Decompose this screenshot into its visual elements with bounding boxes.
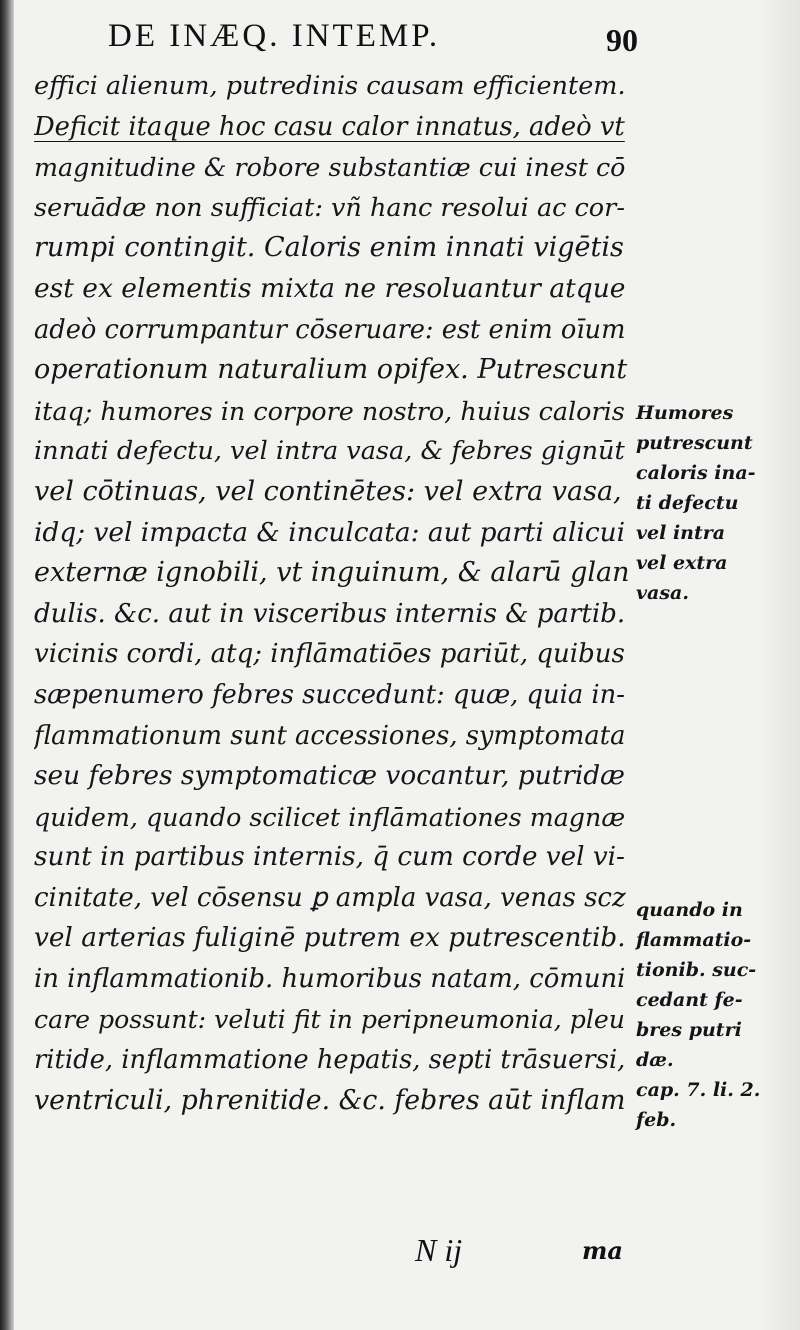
text-line: vel cōtinuas, vel continētes: vel extra vasa, [34, 475, 622, 507]
running-title: DE INÆQ. INTEMP. [108, 18, 441, 54]
text-line: idq; vel impacta & inculcata: aut parti alicui [34, 517, 626, 548]
text-line: quidem, quando scilicet inflāmationes magnæ [34, 801, 626, 832]
catchword: ma [582, 1236, 623, 1265]
text-line [34, 107, 630, 148]
text-line: seu febres symptomaticæ vocantur, putridæ [34, 761, 625, 792]
margin-note-line: ti defectu [636, 492, 739, 514]
text-line: vicinis cordi, atq; inflāmatiōes pariūt, quibus [34, 639, 625, 670]
text-line: flammationum sunt accessiones, symptomata [34, 720, 626, 751]
text-line: effici alienum, putredinis causam efficientem. [34, 71, 626, 101]
margin-note-line: vel extra [636, 552, 728, 574]
main-text-block [34, 66, 630, 1121]
text-line: ventriculi, phrenitide. &c. febres aūt inflam [34, 1084, 626, 1116]
text-line: ritide, inflammatione hepatis, septi trāsuersi, [34, 1045, 626, 1076]
text-line: innati defectu, vel intra vasa, & febres gignūt [34, 436, 625, 467]
margin-note-line: vasa. [636, 582, 689, 604]
text-line: sæpenumero febres succedunt: quæ, quia in- [34, 679, 625, 710]
underlined-text: Deficit itaque hoc casu calor innatus, adeò vt [34, 111, 625, 142]
margin-note-line: cedant fe- [636, 989, 743, 1011]
text-line: vel arterias fuliginē putrem ex putrescentib. [34, 923, 626, 954]
text-line: est ex elementis mixta ne resoluantur atque [34, 272, 626, 304]
margin-note-humores [636, 398, 796, 608]
text-line: externæ ignobili, vt inguinum, & alarū glan [34, 557, 630, 589]
text-line: cinitate, vel cōsensu ꝑ ampla vasa, venas scz [34, 882, 626, 913]
text-line: operationum naturalium opifex. Putrescunt [34, 354, 628, 386]
margin-note-inflammationes [636, 895, 796, 1135]
text-line: magnitudine & robore substantiæ cui inest cō [34, 152, 626, 183]
margin-note-line: vel intra [636, 522, 726, 544]
text-line: care possunt: veluti fit in peripneumonia, pleu [34, 1004, 625, 1034]
signature-mark: N ij [415, 1232, 463, 1268]
text-line: dulis. &c. aut in visceribus internis & partib. [34, 598, 626, 629]
text-line: seruādæ non sufficiat: vñ hanc resolui ac cor- [34, 192, 625, 223]
text-line: adeò corrumpantur cōseruare: est enim oīum [34, 314, 626, 345]
margin-note-line: bres putri [636, 1019, 742, 1041]
text-line: sunt in partibus internis, q̄ cum corde vel vi- [34, 842, 625, 873]
page-gutter-shadow [0, 0, 14, 1330]
margin-note-line: quando in [636, 899, 743, 921]
text-line: rumpi contingit. Caloris enim innati vigētis [34, 232, 624, 264]
margin-note-line: caloris ina- [636, 462, 756, 484]
page-header [108, 8, 638, 64]
margin-note-line: cap. 7. li. 2. [636, 1079, 761, 1101]
margin-note-line: putrescunt [636, 432, 753, 454]
page-footer [0, 1232, 800, 1282]
margin-note-line: Humores [636, 402, 734, 424]
margin-note-line: tionib. suc- [636, 959, 757, 981]
margin-note-line: feb. [636, 1109, 677, 1131]
text-line: in inflammationib. humoribus natam, cōmuni [34, 964, 626, 995]
margin-note-line: flammatio- [636, 929, 752, 951]
margin-note-line: dæ. [636, 1049, 674, 1071]
page-number: 90 [606, 22, 638, 58]
text-line: itaq; humores in corpore nostro, huius caloris [34, 395, 625, 426]
